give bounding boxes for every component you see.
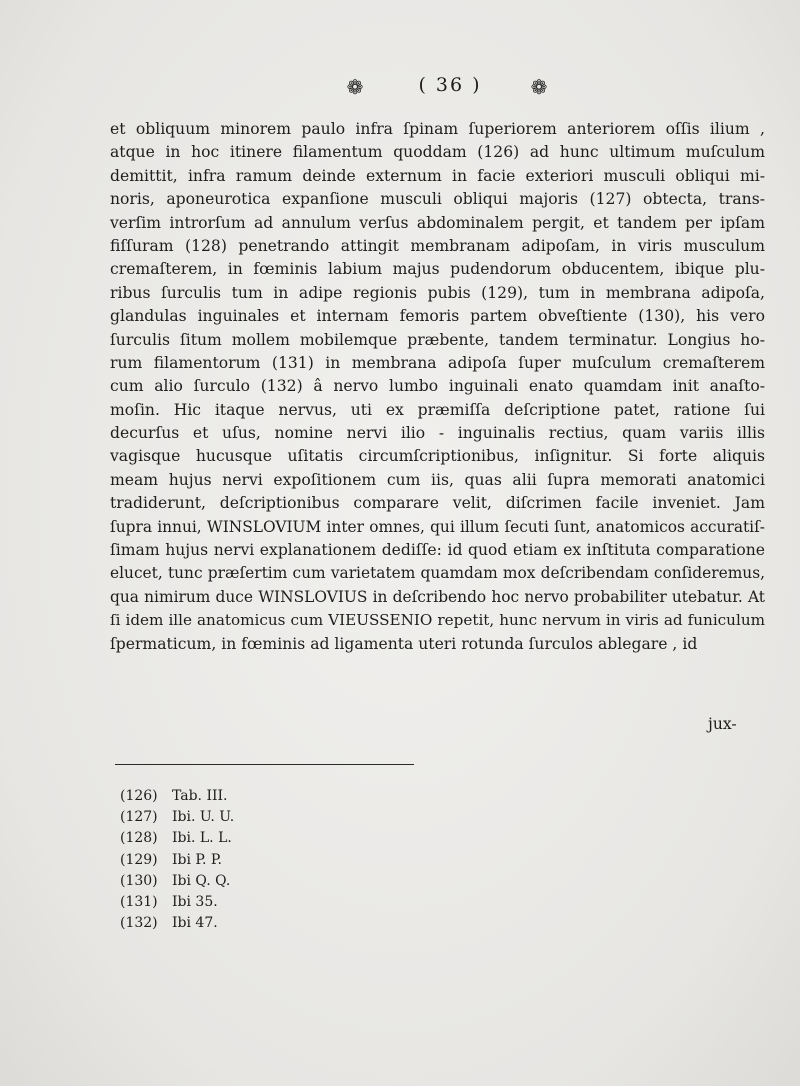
footnote-text: Ibi P. P. xyxy=(172,851,222,868)
footnote-item xyxy=(120,828,234,849)
page-number: ( 36 ) xyxy=(418,74,482,96)
catchword: jux- xyxy=(708,715,737,733)
text-line: ſpermaticum, in fœminis ad ligamenta uteri rotunda ſurculos ablegare , id xyxy=(110,634,698,653)
footnote-text: Ibi. U. U. xyxy=(172,809,235,826)
text-line: rum filamentorum (131) in membrana adipoſa ſuper muſculum cremaſterem xyxy=(110,353,765,372)
text-line: ribus ſurculis tum in adipe regionis pubis (129), tum in membrana adipoſa, xyxy=(110,283,765,302)
footnote-ref: (128) xyxy=(120,830,158,847)
footnotes xyxy=(120,786,234,934)
footnote-ref: (127) xyxy=(120,809,158,826)
footnote-item xyxy=(120,871,234,892)
main-text xyxy=(110,118,765,656)
text-line: noris, aponeurotica expanſione musculi obliqui majoris (127) obtecta, trans- xyxy=(110,190,765,209)
text-line: decurſus et uſus, nomine nervi ilio - inguinalis rectius, quam variis illis xyxy=(110,424,765,443)
text-line: meam hujus nervi expoſitionem cum iis, quas alii ſupra memorati anatomici xyxy=(110,470,765,489)
footnote-item xyxy=(120,892,234,913)
footnote-ref: (126) xyxy=(120,788,158,804)
text-line: moſin. Hic itaque nervus, uti ex præmiſſa deſcriptione patet, ratione ſui xyxy=(110,400,765,419)
footnote-text: Ibi 35. xyxy=(172,893,218,910)
text-line: ſi idem ille anatomicus cum VIEUSSENIO repetit, hunc nervum in viris ad funiculum xyxy=(110,611,765,630)
text-line: verſim introrſum ad annulum verſus abdominalem pergit, et tandem per ipſam xyxy=(110,213,765,232)
text-line: fiſſuram (128) penetrando attingit membranam adipoſam, in viris musculum xyxy=(110,236,765,255)
footnote-item xyxy=(120,786,234,807)
footnote-ref: (129) xyxy=(120,851,158,868)
footnote-ref: (131) xyxy=(120,893,158,910)
footnote-text: Tab. III. xyxy=(172,788,228,804)
text-line: ſurculis ſitum mollem mobilemque præbente, tandem terminatur. Longius ho- xyxy=(110,330,765,349)
flower-ornament-icon: ❁ xyxy=(346,75,364,99)
footnote-ref: (130) xyxy=(120,872,158,889)
page-header xyxy=(0,74,800,104)
flower-ornament-icon: ❁ xyxy=(530,75,548,99)
footnote-divider xyxy=(115,764,414,765)
text-line: atque in hoc itinere filamentum quoddam (126) ad hunc ultimum muſculum xyxy=(110,143,765,162)
text-line: tradiderunt, deſcriptionibus comparare velit, diſcrimen facile inveniet. Jam xyxy=(110,494,765,513)
footnote-text: Ibi 47. xyxy=(172,915,218,932)
text-line: cremaſterem, in fœminis labium majus pudendorum obducentem, ibique plu- xyxy=(110,260,765,279)
footnote-text: Ibi Q. Q. xyxy=(172,872,231,889)
footnote-ref: (132) xyxy=(120,915,158,932)
text-line: qua nimirum duce WINSLOVIUS in deſcribendo hoc nervo probabiliter utebatur. At xyxy=(110,587,765,606)
text-line: elucet, tunc præſertim cum varietatem quamdam mox deſcribendam conſideremus, xyxy=(110,564,765,583)
text-line: cum alio ſurculo (132) â nervo lumbo inguinali enato quamdam init anaſto- xyxy=(110,377,765,396)
footnote-item xyxy=(120,850,234,871)
text-line: ſupra innui, WINSLOVIUM inter omnes, qui illum ſecuti ſunt, anatomicos accuratiſ- xyxy=(110,517,765,536)
text-line: demittit, infra ramum deinde externum in facie exteriori musculi obliqui mi- xyxy=(110,166,765,185)
text-line: ſimam hujus nervi explanationem dediſſe: id quod etiam ex inſtituta comparatione xyxy=(110,541,765,560)
text-line: et obliquum minorem paulo infra ſpinam ſuperiorem anteriorem oſſis ilium , xyxy=(110,120,765,138)
footnote-item xyxy=(120,913,234,934)
text-line: vagisque hucusque uſitatis circumſcriptionibus, inſignitur. Si forte aliquis xyxy=(110,447,765,466)
text-line: glandulas inguinales et internam femoris partem obveſtiente (130), his vero xyxy=(110,307,765,326)
footnote-item xyxy=(120,807,234,828)
footnote-text: Ibi. L. L. xyxy=(172,830,232,847)
